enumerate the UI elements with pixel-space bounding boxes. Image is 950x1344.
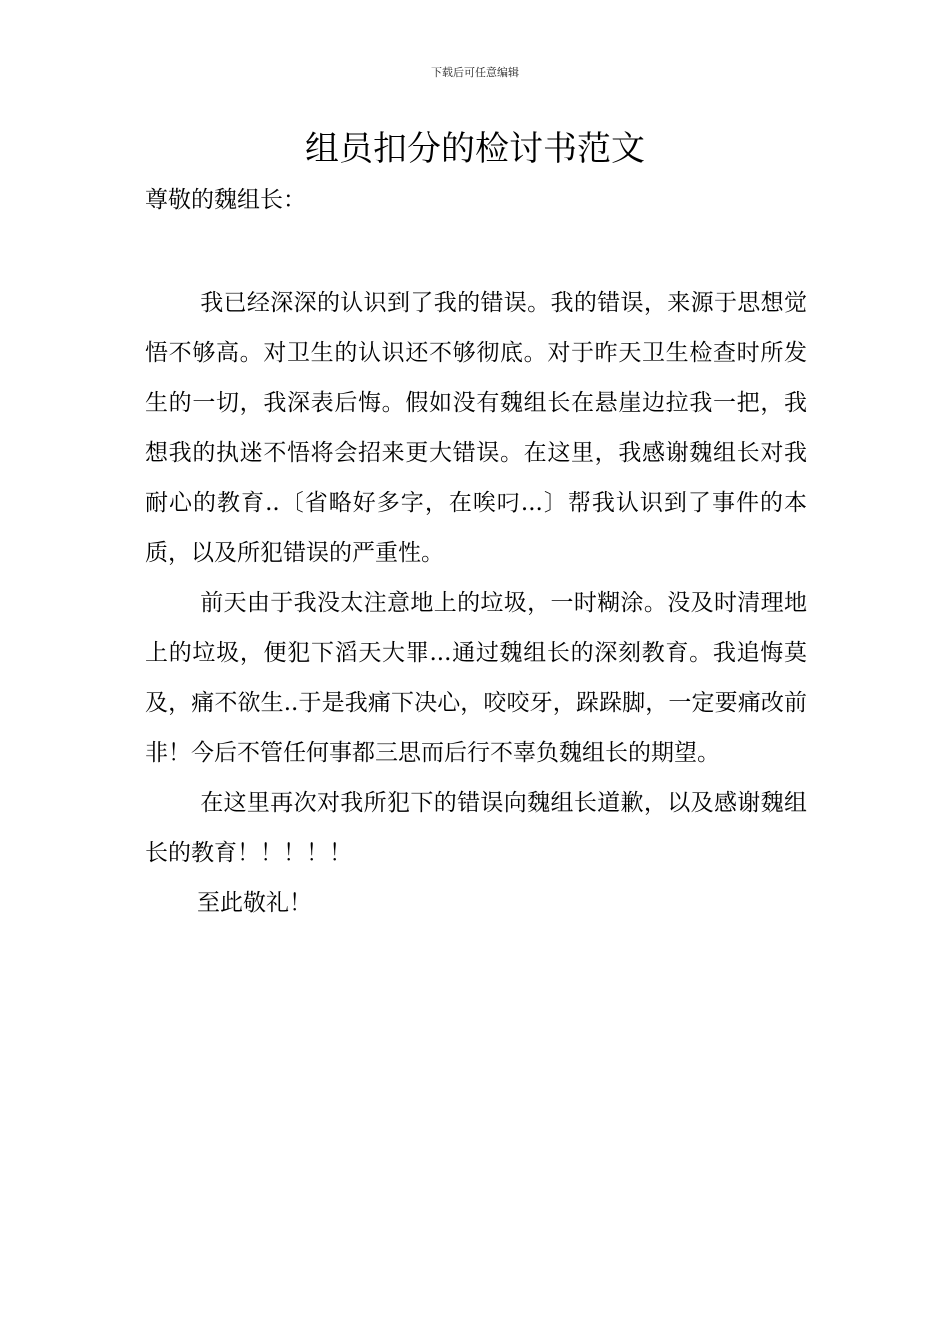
closing-line: 至此敬礼！ [197,890,312,916]
document-title: 组员扣分的检讨书范文 [305,129,645,169]
letter-body [145,278,807,928]
header-note: 下载后可任意编辑 [431,66,519,79]
paragraph-2: 前天由于我没太注意地上的垃圾，一时糊涂。没及时清理地上的垃圾，便犯下滔天大罪...通过魏组长的深刻教育。我追悔莫及，痛不欲生..于是我痛下决心，咬咬牙，跺跺脚，一定要痛改前非！今后不管任何事都三思而后行不辜负魏组长的期望。 [145,590,807,766]
paragraph-1: 我已经深深的认识到了我的错误。我的错误，来源于思想觉悟不够高。对卫生的认识还不够彻底。对于昨天卫生检查时所发生的一切，我深表后悔。假如没有魏组长在悬崖边拉我一把，我想我的执迷不悟将会招来更大错误。在这里，我感谢魏组长对我耐心的教育..〔省略好多字，在唉叼...〕帮我认识到了事件的本质，以及所犯错误的严重性。 [145,290,807,566]
salutation: 尊敬的魏组长： [145,187,306,213]
paragraph-3: 在这里再次对我所犯下的错误向魏组长道歉，以及感谢魏组长的教育！！！！！ [145,790,807,866]
